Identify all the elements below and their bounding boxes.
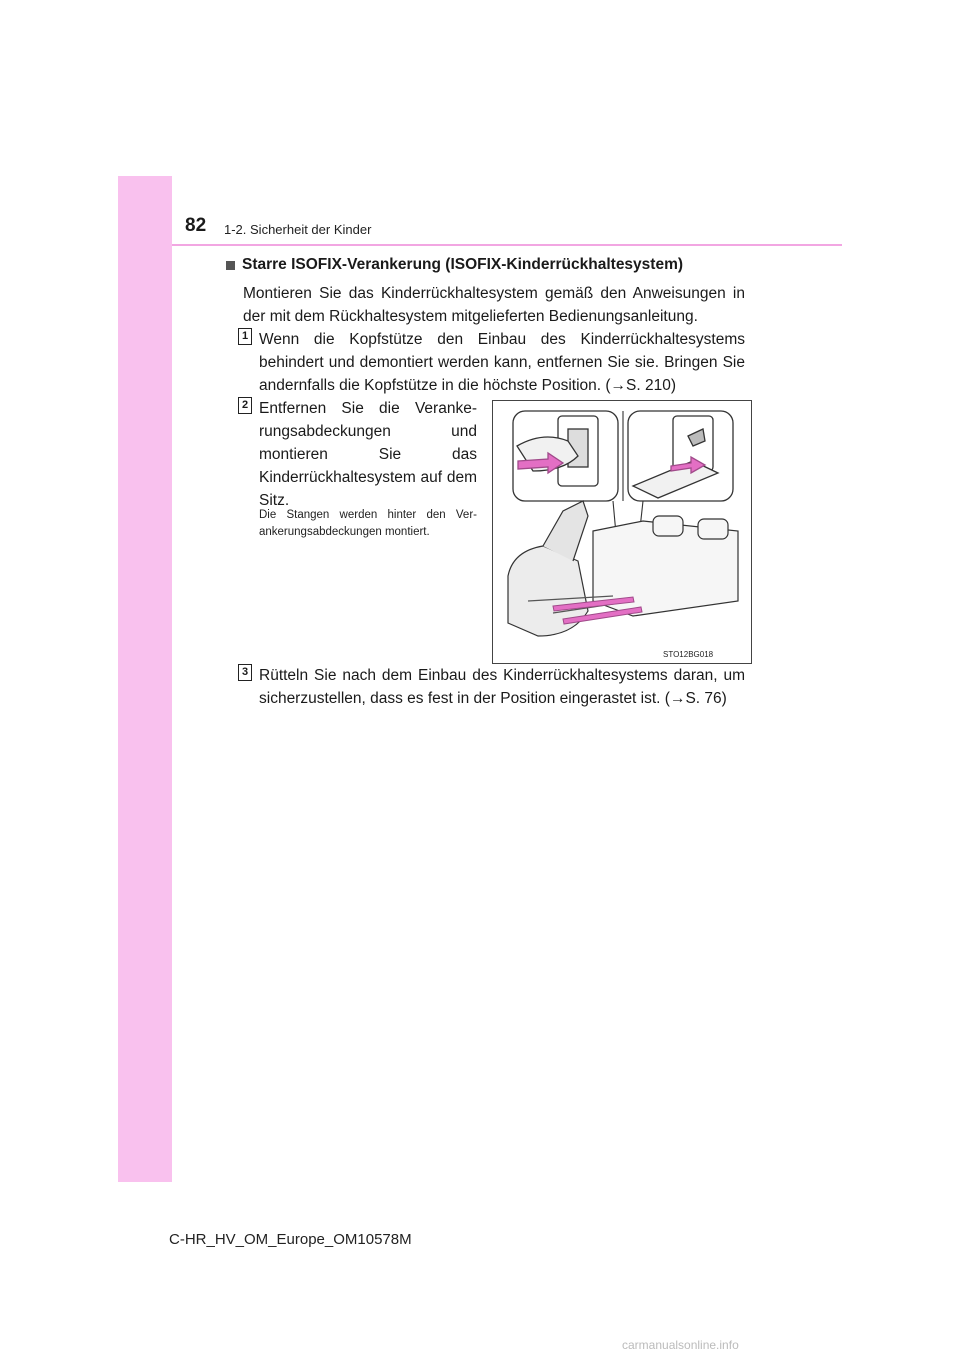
rear-seat-and-child-seat <box>508 501 738 636</box>
intro-paragraph: Montieren Sie das Kinderrückhaltesystem gemäß den Anweisungen in der mit dem Rückhaltesystem mitgelieferten Bedienungsanleitung. <box>243 285 745 325</box>
page-number: 82 <box>185 215 207 236</box>
anchor-cover-removal-callout <box>513 411 618 501</box>
step-3-text: Rütteln Sie nach dem Einbau des Kinderrückhaltesystems daran, um sicherzustellen, dass es fest in der Position eingerastet ist. (→S. 76) <box>259 667 745 707</box>
step-2-note: Die Stangen werden hinter den Verankerungsabdeckungen montiert. <box>259 509 477 538</box>
isofix-illustration <box>492 400 752 664</box>
step-number-2: 2 <box>238 397 252 414</box>
watermark: carmanualsonline.info <box>622 1338 739 1352</box>
step-1-text: Wenn die Kopfstütze den Einbau des Kinderrückhaltesystems behindert und demontiert werden kann, entfernen Sie sie. Bringen Sie andernfalls die Kopfstütze in die höchste Position. (→S. 210) <box>259 331 745 394</box>
square-bullet-icon <box>226 261 235 270</box>
step-number-1: 1 <box>238 328 252 345</box>
side-tab-band <box>118 176 172 1182</box>
sub-heading-text: Starre ISOFIX-Verankerung (ISOFIX-Kinderrückhaltesystem) <box>242 256 684 273</box>
seat-installation-callout <box>628 411 733 501</box>
isofix-illustration-svg <box>493 401 751 663</box>
step-2-text: Entfernen Sie die Verankerungsabdeckungen und montieren Sie das Kinderrückhaltesystem auf dem Sitz. <box>259 400 477 509</box>
figure-code: STO12BG018 <box>663 650 714 659</box>
step-number-3: 3 <box>238 664 252 681</box>
document-code: C-HR_HV_OM_Europe_OM10578M <box>169 1231 412 1248</box>
section-title: 1-2. Sicherheit der Kinder <box>224 222 372 237</box>
header-rule <box>172 244 842 246</box>
sub-heading <box>226 256 683 274</box>
